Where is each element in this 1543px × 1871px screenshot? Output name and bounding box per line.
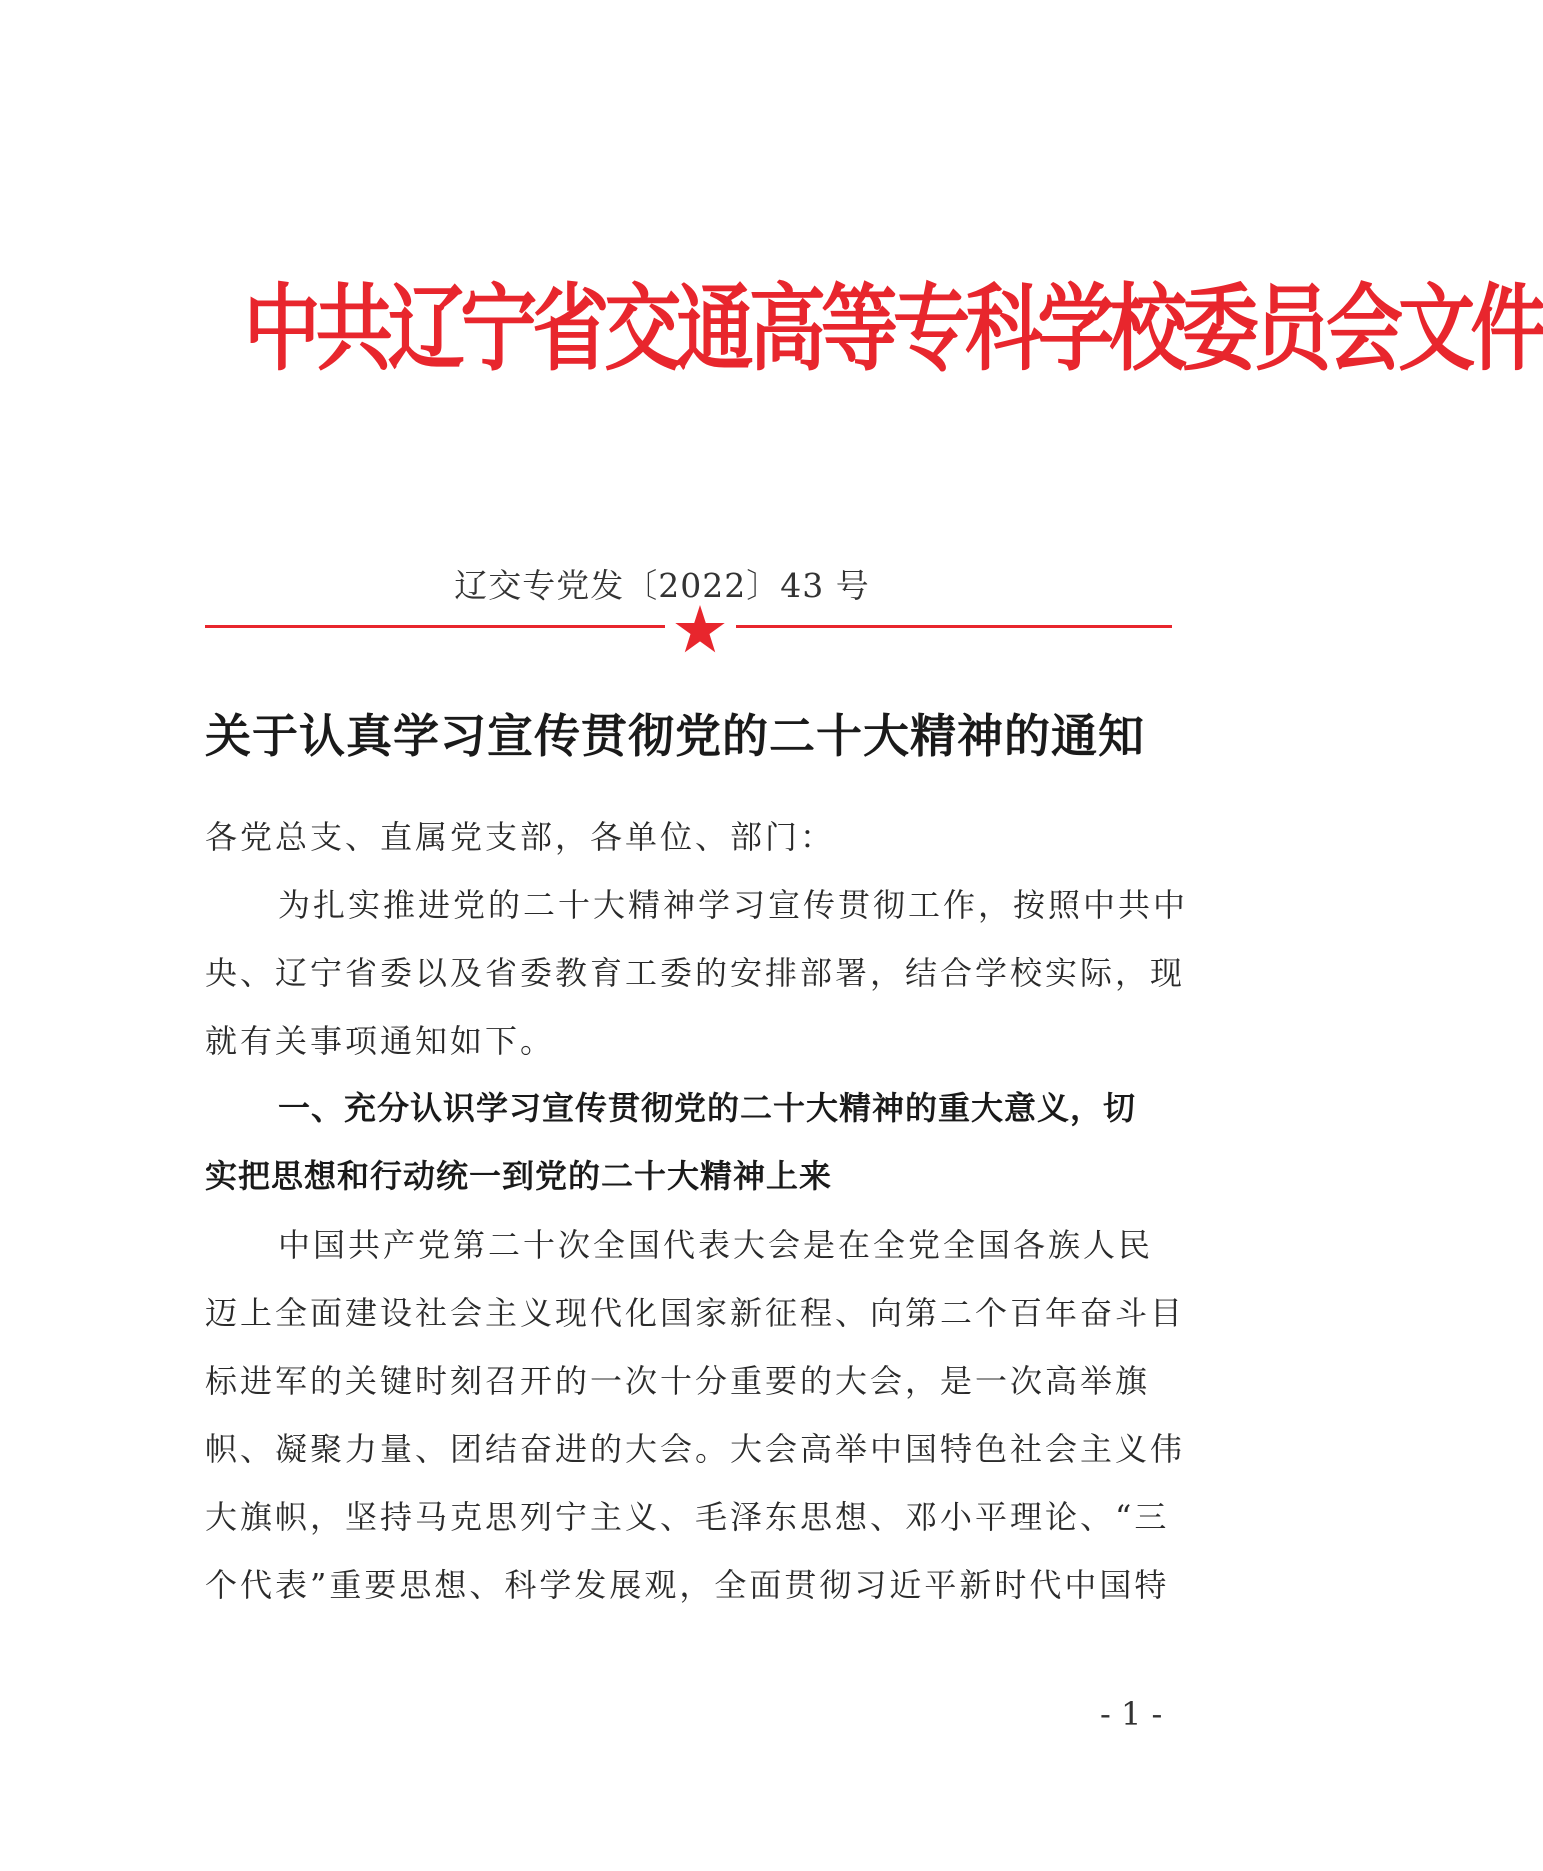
section-body-line: 标进军的关键时刻召开的一次十分重要的大会，是一次高举旗 [205, 1362, 1151, 1400]
document-number: 辽交专党发〔2022〕43 号 [454, 566, 870, 605]
section-heading-line: 实把思想和行动统一到党的二十大精神上来 [205, 1157, 833, 1195]
section-body-line: 个代表”重要思想、科学发展观，全面贯彻习近平新时代中国特 [205, 1566, 1170, 1604]
section-heading-line: 一、充分认识学习宣传贯彻党的二十大精神的重大意义，切 [278, 1089, 1137, 1127]
section-body-line: 大旗帜，坚持马克思列宁主义、毛泽东思想、邓小平理论、“三 [205, 1498, 1170, 1536]
star-shape [675, 605, 724, 652]
section-body-line: 迈上全面建设社会主义现代化国家新征程、向第二个百年奋斗目 [205, 1294, 1186, 1332]
intro-line: 央、辽宁省委以及省委教育工委的安排部署，结合学校实际，现 [205, 954, 1186, 992]
salutation: 各党总支、直属党支部，各单位、部门： [205, 818, 836, 856]
red-divider-right [736, 625, 1172, 628]
intro-line: 为扎实推进党的二十大精神学习宣传贯彻工作，按照中共中 [278, 886, 1189, 924]
section-body-line: 帜、凝聚力量、团结奋进的大会。大会高举中国特色社会主义伟 [205, 1430, 1186, 1468]
issuer-header: 中共辽宁省交通高等专科学校委员会文件 [243, 275, 1543, 384]
document-title: 关于认真学习宣传贯彻党的二十大精神的通知 [205, 709, 1145, 763]
star-icon [672, 604, 728, 654]
section-body-line: 中国共产党第二十次全国代表大会是在全党全国各族人民 [278, 1226, 1154, 1264]
page-number: - 1 - [1100, 1695, 1163, 1733]
red-divider-left [205, 625, 665, 628]
intro-line: 就有关事项通知如下。 [205, 1022, 556, 1060]
